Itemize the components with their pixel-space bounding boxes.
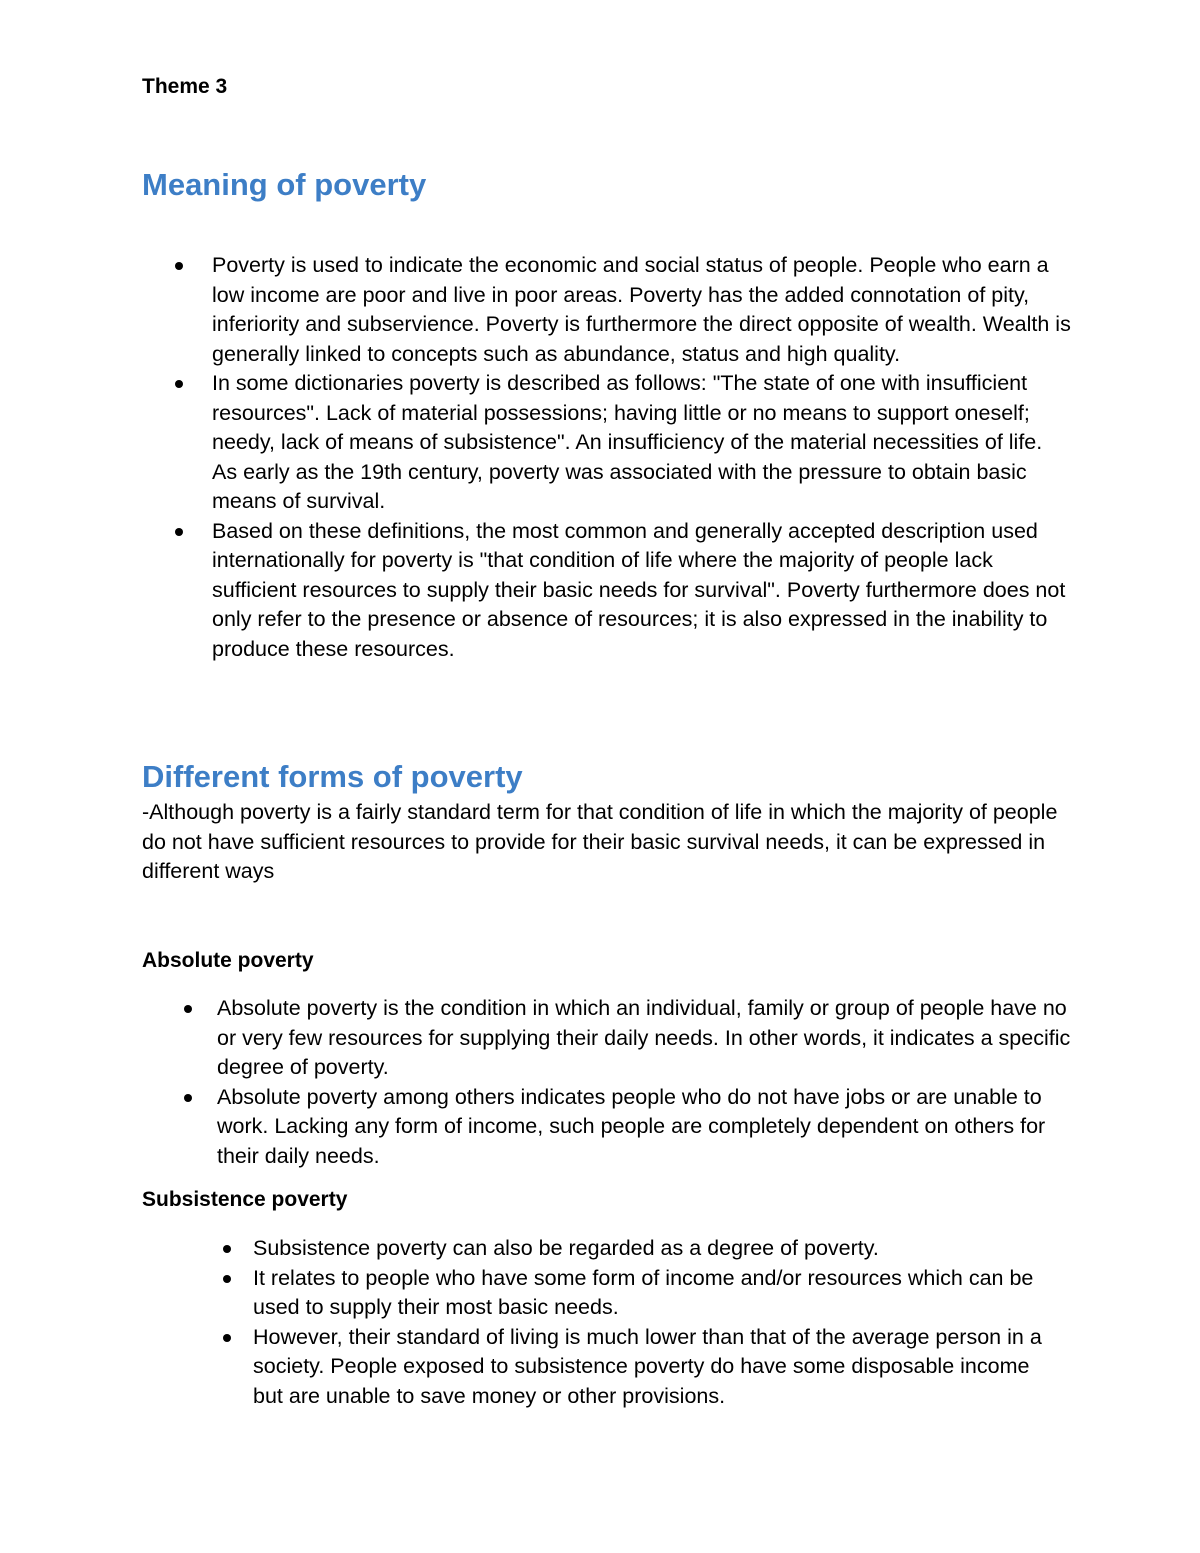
- bullet-icon: [223, 1275, 231, 1283]
- list-item-text: Absolute poverty is the condition in which an individual, family or group of people have no or very few resources for supplying their daily needs. In other words, it indicates a specific degree of poverty.: [217, 996, 1071, 1079]
- bullet-icon: [175, 380, 183, 388]
- list-item: [253, 1234, 1053, 1264]
- absolute-bullet-list: [217, 994, 1072, 1171]
- list-item: [212, 369, 1072, 517]
- list-item: [217, 1083, 1072, 1172]
- list-item-text: In some dictionaries poverty is described as follows: "The state of one with insufficient resources". Lack of material possessions; having little or no means to support oneself; needy, lack of means of subsistence". An insufficiency of the material necessities of life. As early as the 19th century, poverty was associated with the pressure to obtain basic means of survival.: [212, 371, 1043, 513]
- list-item-text: Absolute poverty among others indicates people who do not have jobs or are unable to work. Lacking any form of income, such people are completely dependent on others for their daily needs.: [217, 1084, 1046, 1168]
- bullet-icon: [175, 528, 183, 536]
- absolute-heading: Absolute poverty: [142, 949, 314, 972]
- bullet-icon: [184, 1005, 192, 1013]
- meaning-heading: Meaning of poverty: [142, 167, 427, 202]
- bullet-icon: [184, 1094, 192, 1102]
- meaning-bullet-list: [212, 251, 1072, 664]
- list-item: [253, 1264, 1053, 1323]
- list-item-text: However, their standard of living is much lower than that of the average person in a society. People exposed to subsistence poverty do have some disposable income but are unable to save money or other provisions.: [253, 1324, 1042, 1408]
- subsistence-heading: Subsistence poverty: [142, 1188, 348, 1211]
- list-item: [212, 251, 1072, 369]
- list-item-text: It relates to people who have some form of income and/or resources which can be used to supply their most basic needs.: [253, 1265, 1034, 1319]
- list-item: [217, 994, 1072, 1083]
- subsistence-bullet-list: [253, 1234, 1053, 1411]
- theme-label: Theme 3: [142, 75, 228, 98]
- bullet-icon: [175, 262, 183, 270]
- list-item: [212, 517, 1072, 665]
- forms-heading: Different forms of poverty: [142, 759, 523, 794]
- bullet-icon: [223, 1334, 231, 1342]
- bullet-icon: [223, 1245, 231, 1253]
- list-item-text: Based on these definitions, the most common and generally accepted description used internationally for poverty is "that condition of life where the majority of people lack sufficient resources to supply their basic needs for survival". Poverty furthermore does not only refer to the presence or absence of resources; it is also expressed in the inability to produce these resources.: [212, 518, 1066, 661]
- list-item: [253, 1323, 1053, 1412]
- list-item-text: Poverty is used to indicate the economic and social status of people. People who earn a low income are poor and live in poor areas. Poverty has the added connotation of pity, inferiority and subservience. Poverty is furthermore the direct opposite of wealth. Wealth is generally linked to concepts such as abundance, status and high quality.: [212, 253, 1071, 366]
- list-item-text: Subsistence poverty can also be regarded as a degree of poverty.: [253, 1236, 879, 1260]
- forms-intro: -Although poverty is a fairly standard term for that condition of life in which the majority of people do not have sufficient resources to provide for their basic survival needs, it can be expressed in different ways: [142, 800, 1058, 883]
